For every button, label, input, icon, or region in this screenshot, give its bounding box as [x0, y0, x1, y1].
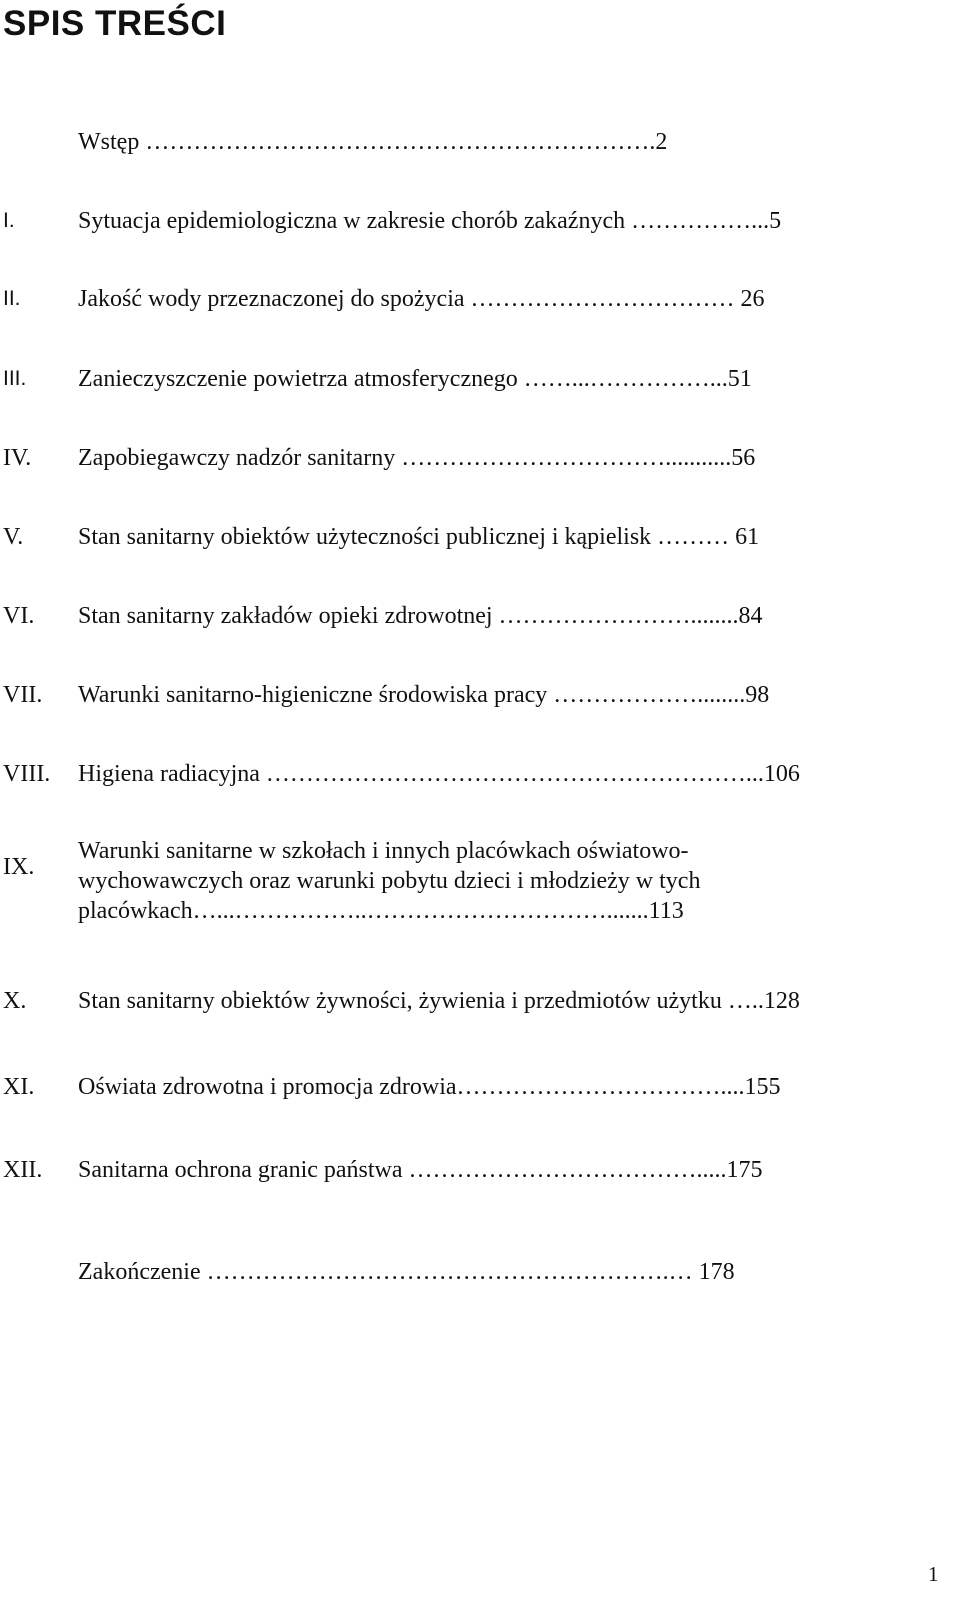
toc-entry-text: Warunki sanitarno-higieniczne środowiska pracy ………………........98	[78, 682, 770, 708]
toc-entry-number: XII.	[3, 1157, 43, 1183]
toc-entry-text: Stan sanitarny obiektów użyteczności publicznej i kąpielisk ……… 61	[78, 524, 760, 550]
toc-entry-text: Warunki sanitarne w szkołach i innych placówkach oświatowo-wychowawczych oraz warunki pobytu dzieci i młodzieży w tych placówkach…...……………..………………………….......113	[78, 838, 701, 924]
toc-entry-number: VI.	[3, 603, 35, 629]
toc-entry-number: I.	[3, 209, 15, 232]
toc-entry-text: Zanieczyszczenie powietrza atmosferycznego ……...……………...51	[78, 366, 752, 392]
toc-entry-text: Sytuacja epidemiologiczna w zakresie chorób zakaźnych ……………...5	[78, 208, 782, 234]
toc-entry-number: IX.	[3, 854, 35, 880]
toc-entry-number: III.	[3, 367, 27, 390]
toc-entry-text: Zakończenie ………………………………………………….… 178	[78, 1259, 735, 1285]
toc-entry-text: Stan sanitarny zakładów opieki zdrowotnej ……………………........84	[78, 603, 763, 629]
toc-entry-number: IV.	[3, 445, 32, 471]
toc-entry-number: II.	[3, 287, 21, 310]
toc-entry-number: VII.	[3, 682, 43, 708]
toc-entry-text: Stan sanitarny obiektów żywności, żywienia i przedmiotów użytku …..128	[78, 988, 800, 1014]
toc-entry-text: Wstęp ……………………………………………………….2	[78, 129, 668, 155]
page-number: 1	[928, 1562, 939, 1586]
toc-entry-text: Oświata zdrowotna i promocja zdrowia……………………………....155	[78, 1074, 781, 1100]
toc-entry-number: X.	[3, 988, 27, 1014]
toc-entry-text: Higiena radiacyjna ……………………………………………………...106	[78, 761, 800, 787]
toc-entry-text: Sanitarna ochrona granic państwa ……………………………….....175	[78, 1157, 763, 1183]
toc-entry-number: VIII.	[3, 761, 51, 787]
toc-entry-number: V.	[3, 524, 24, 550]
toc-entry-number: XI.	[3, 1074, 35, 1100]
page-title: SPIS TREŚCI	[3, 4, 227, 43]
toc-entry-text: Zapobiegawczy nadzór sanitarny ……………………………...........56	[78, 445, 756, 471]
toc-entry-text: Jakość wody przeznaczonej do spożycia …………………………… 26	[78, 286, 765, 312]
